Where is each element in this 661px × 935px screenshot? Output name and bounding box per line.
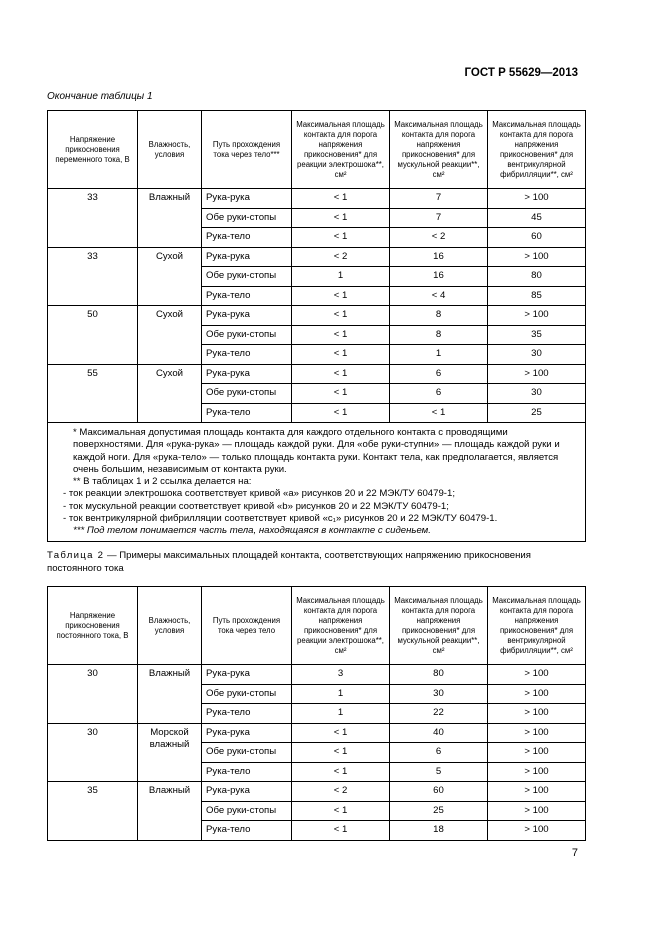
shock-area-cell: < 1: [292, 723, 390, 743]
condition-cell: Влажный: [138, 189, 202, 248]
path-cell: Обе руки-стопы: [202, 267, 292, 287]
table2: [47, 586, 586, 841]
shock-area-cell: < 1: [292, 228, 390, 248]
shock-area-cell: < 1: [292, 364, 390, 384]
table2-caption: [47, 549, 587, 575]
muscle-area-cell: 30: [390, 684, 488, 704]
shock-area-cell: 1: [292, 704, 390, 724]
table1-header-voltage: Напряжение прикосновения переменного тока, В: [48, 111, 138, 189]
path-cell: Обе руки-стопы: [202, 743, 292, 763]
muscle-area-cell: 5: [390, 762, 488, 782]
document-standard-number: ГОСТ Р 55629—2013: [464, 67, 578, 79]
page-number: 7: [571, 847, 578, 859]
fibrillation-area-cell: > 100: [488, 743, 586, 763]
path-cell: Рука-рука: [202, 306, 292, 326]
table-row: [48, 782, 586, 802]
shock-area-cell: < 2: [292, 782, 390, 802]
shock-area-cell: < 1: [292, 743, 390, 763]
path-cell: Обе руки-стопы: [202, 208, 292, 228]
muscle-area-cell: 40: [390, 723, 488, 743]
shock-area-cell: < 1: [292, 189, 390, 209]
table2-header: [48, 587, 586, 665]
fibrillation-area-cell: 60: [488, 228, 586, 248]
table-row: [48, 247, 586, 267]
fibrillation-area-cell: 85: [488, 286, 586, 306]
table1-header-shock: Максимальная площадь контакта для порога напряжения прикосновения* для реакции электрошока**, см²: [292, 111, 390, 189]
path-cell: Обе руки-стопы: [202, 801, 292, 821]
path-cell: Рука-рука: [202, 364, 292, 384]
muscle-area-cell: 8: [390, 325, 488, 345]
table2-header-path: Путь прохождения тока через тело: [202, 587, 292, 665]
table2-header-voltage: Напряжение прикосновения постоянного тока, В: [48, 587, 138, 665]
footnote-2-item-2: - ток мускульной реакции соответствует кривой «b» рисунков 20 и 22 МЭК/ТУ 60479-1;: [63, 500, 449, 512]
table-row: [48, 189, 586, 209]
voltage-cell: 35: [48, 782, 138, 841]
voltage-cell: 55: [48, 364, 138, 423]
shock-area-cell: < 1: [292, 286, 390, 306]
table1-body: [48, 189, 586, 423]
voltage-cell: 50: [48, 306, 138, 365]
table2-caption-label: Таблица 2: [47, 550, 105, 561]
muscle-area-cell: 8: [390, 306, 488, 326]
shock-area-cell: < 1: [292, 821, 390, 841]
fibrillation-area-cell: 35: [488, 325, 586, 345]
condition-cell: Сухой: [138, 247, 202, 306]
shock-area-cell: < 1: [292, 208, 390, 228]
path-cell: Обе руки-стопы: [202, 325, 292, 345]
muscle-area-cell: 6: [390, 364, 488, 384]
table2-caption-text: — Примеры максимальных площадей контакта, соответствующих напряжению прикосновения постоянного тока: [47, 550, 531, 574]
path-cell: Рука-рука: [202, 247, 292, 267]
table2-header-muscle: Максимальная площадь контакта для порога напряжения прикосновения* для мускульной реакции**, см²: [390, 587, 488, 665]
table1-header-path: Путь прохождения тока через тело***: [202, 111, 292, 189]
table1-header-condition: Влажность, условия: [138, 111, 202, 189]
shock-area-cell: 1: [292, 684, 390, 704]
fibrillation-area-cell: > 100: [488, 762, 586, 782]
muscle-area-cell: 25: [390, 801, 488, 821]
fibrillation-area-cell: 30: [488, 384, 586, 404]
footnote-2-item-3: - ток вентрикулярной фибрилляции соответствует кривой «c₁» рисунков 20 и 22 МЭК/ТУ 60479-1.: [63, 513, 498, 525]
muscle-area-cell: 16: [390, 267, 488, 287]
muscle-area-cell: 7: [390, 208, 488, 228]
muscle-area-cell: 80: [390, 665, 488, 685]
footnote-2: ** В таблицах 1 и 2 ссылка делается на:: [73, 476, 252, 488]
footnote-2-item-1: - ток реакции электрошока соответствует кривой «a» рисунков 20 и 22 МЭК/ТУ 60479-1;: [63, 488, 455, 500]
table2-header-shock: Максимальная площадь контакта для порога напряжения прикосновения* для реакции электрошока**, см²: [292, 587, 390, 665]
table1-footnotes: [48, 423, 586, 542]
table1-header-vf: Максимальная площадь контакта для порога напряжения прикосновения* для вентрикулярной фибрилляции**, см²: [488, 111, 586, 189]
footnote-1: * Максимальная допустимая площадь контакта для каждого отдельного контакта с проводящими поверхностями. Для «рука-рука» — площадь каждой руки. Для «обе руки-ступни» — площадь каждой руки и каждой ноги. Для «рука-тело» — только площадь контакта руки. Контакт тела, как предполагается, является очень большим, независимым от контакта руки.: [73, 427, 560, 475]
condition-cell: Влажный: [138, 665, 202, 724]
path-cell: Обе руки-стопы: [202, 684, 292, 704]
path-cell: Обе руки-стопы: [202, 384, 292, 404]
fibrillation-area-cell: > 100: [488, 247, 586, 267]
fibrillation-area-cell: > 100: [488, 782, 586, 802]
table-row: [48, 665, 586, 685]
condition-cell: Морской влажный: [138, 723, 202, 782]
table-row: [48, 723, 586, 743]
muscle-area-cell: < 1: [390, 403, 488, 423]
muscle-area-cell: < 4: [390, 286, 488, 306]
table1-header: [48, 111, 586, 189]
fibrillation-area-cell: > 100: [488, 801, 586, 821]
fibrillation-area-cell: > 100: [488, 665, 586, 685]
shock-area-cell: < 1: [292, 306, 390, 326]
voltage-cell: 33: [48, 247, 138, 306]
muscle-area-cell: 7: [390, 189, 488, 209]
fibrillation-area-cell: > 100: [488, 723, 586, 743]
shock-area-cell: 3: [292, 665, 390, 685]
muscle-area-cell: 60: [390, 782, 488, 802]
fibrillation-area-cell: > 100: [488, 306, 586, 326]
muscle-area-cell: 6: [390, 743, 488, 763]
muscle-area-cell: 1: [390, 345, 488, 365]
table1: [47, 110, 586, 542]
path-cell: Рука-тело: [202, 228, 292, 248]
fibrillation-area-cell: > 100: [488, 684, 586, 704]
table1-header-muscle: Максимальная площадь контакта для порога напряжения прикосновения* для мускульной реакции**, см²: [390, 111, 488, 189]
shock-area-cell: < 1: [292, 403, 390, 423]
path-cell: Рука-рука: [202, 723, 292, 743]
path-cell: Рука-тело: [202, 821, 292, 841]
muscle-area-cell: < 2: [390, 228, 488, 248]
muscle-area-cell: 6: [390, 384, 488, 404]
fibrillation-area-cell: 30: [488, 345, 586, 365]
table2-header-vf: Максимальная площадь контакта для порога напряжения прикосновения* для вентрикулярной фибрилляции**, см²: [488, 587, 586, 665]
fibrillation-area-cell: > 100: [488, 189, 586, 209]
voltage-cell: 30: [48, 665, 138, 724]
path-cell: Рука-тело: [202, 345, 292, 365]
path-cell: Рука-тело: [202, 286, 292, 306]
shock-area-cell: < 1: [292, 762, 390, 782]
voltage-cell: 33: [48, 189, 138, 248]
condition-cell: Влажный: [138, 782, 202, 841]
shock-area-cell: < 1: [292, 345, 390, 365]
condition-cell: Сухой: [138, 306, 202, 365]
fibrillation-area-cell: > 100: [488, 364, 586, 384]
muscle-area-cell: 22: [390, 704, 488, 724]
table-row: [48, 306, 586, 326]
shock-area-cell: < 1: [292, 801, 390, 821]
fibrillation-area-cell: 80: [488, 267, 586, 287]
path-cell: Рука-рука: [202, 665, 292, 685]
path-cell: Рука-тело: [202, 762, 292, 782]
fibrillation-area-cell: 25: [488, 403, 586, 423]
table1-caption: Окончание таблицы 1: [47, 91, 153, 102]
shock-area-cell: < 2: [292, 247, 390, 267]
path-cell: Рука-рука: [202, 189, 292, 209]
fibrillation-area-cell: 45: [488, 208, 586, 228]
footnote-3: *** Под телом понимается часть тела, находящаяся в контакте с сиденьем.: [73, 525, 431, 537]
voltage-cell: 30: [48, 723, 138, 782]
path-cell: Рука-тело: [202, 403, 292, 423]
table-row: [48, 364, 586, 384]
table2-header-condition: Влажность, условия: [138, 587, 202, 665]
path-cell: Рука-тело: [202, 704, 292, 724]
shock-area-cell: 1: [292, 267, 390, 287]
muscle-area-cell: 16: [390, 247, 488, 267]
table2-body: [48, 665, 586, 841]
shock-area-cell: < 1: [292, 325, 390, 345]
fibrillation-area-cell: > 100: [488, 704, 586, 724]
condition-cell: Сухой: [138, 364, 202, 423]
path-cell: Рука-рука: [202, 782, 292, 802]
shock-area-cell: < 1: [292, 384, 390, 404]
muscle-area-cell: 18: [390, 821, 488, 841]
table1-notes: [48, 423, 586, 542]
fibrillation-area-cell: > 100: [488, 821, 586, 841]
